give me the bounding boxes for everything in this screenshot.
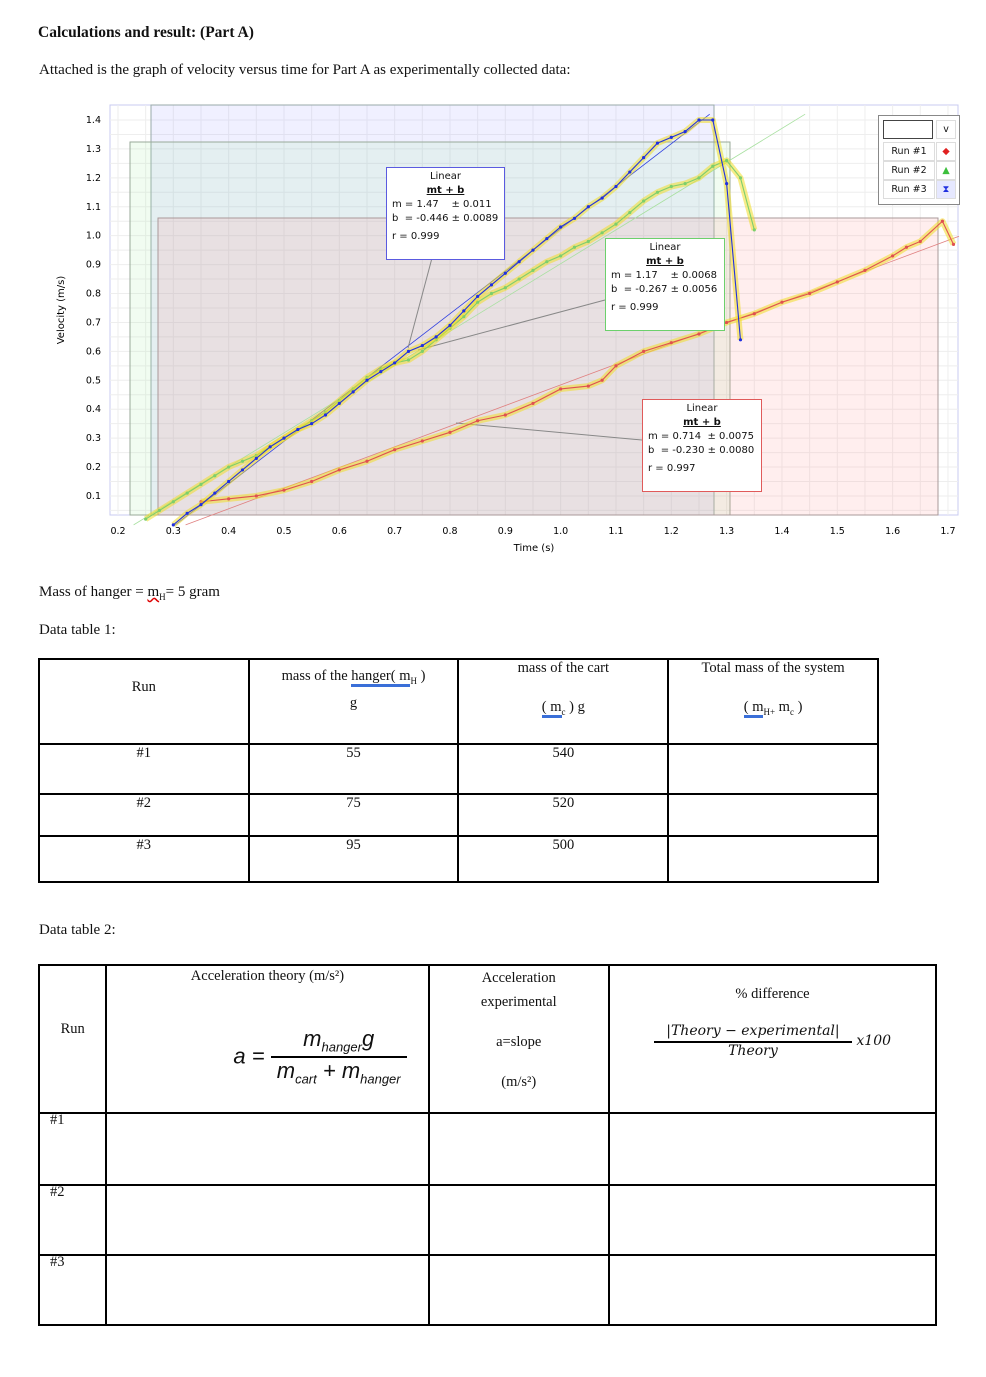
legend-empty-cell bbox=[883, 120, 933, 139]
y-tick-label: 0.9 bbox=[85, 259, 101, 271]
velocity-time-chart bbox=[0, 95, 986, 565]
hanger-symbol: m bbox=[147, 584, 160, 600]
x-tick-label: 0.4 bbox=[221, 526, 237, 537]
data-point bbox=[642, 199, 645, 202]
data-point bbox=[573, 217, 576, 220]
y-tick-label: 1.1 bbox=[85, 201, 101, 213]
data-point bbox=[559, 225, 562, 228]
fit-equation: mt + b bbox=[683, 417, 721, 428]
table-row: #2 bbox=[39, 1185, 936, 1255]
data-point bbox=[725, 182, 728, 185]
intro-text: Attached is the graph of velocity versus time for Part A as experimentally collected data: bbox=[39, 62, 571, 78]
data-point bbox=[282, 489, 285, 492]
header-run: Run bbox=[39, 965, 106, 1113]
data-point bbox=[725, 321, 728, 324]
data-point bbox=[559, 254, 562, 257]
data-point bbox=[213, 491, 216, 494]
triangle-icon: ▲ bbox=[936, 161, 956, 180]
data-table-2 bbox=[38, 964, 937, 1326]
data-point bbox=[628, 170, 631, 173]
fit-r: r = 0.999 bbox=[392, 231, 440, 242]
y-tick-label: 0.6 bbox=[85, 346, 101, 358]
x-tick-label: 0.3 bbox=[165, 526, 181, 537]
fit-slope: m = 1.17 ± 0.0068 bbox=[611, 270, 718, 281]
x-tick-label: 1.3 bbox=[719, 526, 735, 537]
fit-intercept: b = -0.230 ± 0.0080 bbox=[648, 445, 755, 456]
data-point bbox=[504, 413, 507, 416]
data-point bbox=[255, 457, 258, 460]
data-point bbox=[711, 118, 714, 121]
data-point bbox=[213, 474, 216, 477]
y-tick-label: 1.0 bbox=[85, 230, 101, 242]
table2-title: Data table 2: bbox=[39, 922, 116, 938]
fit-title: Linear bbox=[649, 242, 681, 253]
table-row: #3 bbox=[39, 1255, 936, 1325]
data-point bbox=[614, 364, 617, 367]
x-tick-label: 1.0 bbox=[553, 526, 569, 537]
header-percent-difference: % difference $\frac{\text{|Theory − experimental|}}{\text{Theory}}$ x100 bbox=[609, 965, 936, 1113]
data-point bbox=[628, 211, 631, 214]
data-point bbox=[407, 350, 410, 353]
data-point bbox=[545, 260, 548, 263]
data-point bbox=[462, 309, 465, 312]
header-run: Run bbox=[39, 659, 249, 744]
data-point bbox=[421, 350, 424, 353]
hourglass-icon: ⧗ bbox=[936, 180, 956, 199]
section-heading: Calculations and result: (Part A) bbox=[38, 24, 254, 41]
data-point bbox=[158, 509, 161, 512]
data-point bbox=[725, 159, 728, 162]
data-point bbox=[241, 460, 244, 463]
data-point bbox=[836, 280, 839, 283]
data-point bbox=[905, 246, 908, 249]
data-point bbox=[227, 480, 230, 483]
data-point bbox=[172, 523, 175, 526]
data-point bbox=[753, 312, 756, 315]
data-point bbox=[310, 480, 313, 483]
table-row: #2 75 520 bbox=[39, 794, 878, 836]
data-point bbox=[199, 503, 202, 506]
data-point bbox=[296, 428, 299, 431]
y-tick-label: 0.4 bbox=[85, 404, 101, 416]
data-point bbox=[269, 445, 272, 448]
data-point bbox=[614, 185, 617, 188]
fit-box-run1 bbox=[642, 399, 762, 492]
data-point bbox=[172, 500, 175, 503]
x-tick-label: 0.9 bbox=[497, 526, 513, 537]
y-axis-label: Velocity (m/s) bbox=[56, 275, 67, 345]
x-tick-label: 1.2 bbox=[663, 526, 679, 537]
legend-item-run2[interactable]: Run #2 ▲ bbox=[883, 161, 955, 179]
data-point bbox=[739, 176, 742, 179]
data-point bbox=[919, 240, 922, 243]
data-point bbox=[365, 379, 368, 382]
data-point bbox=[421, 344, 424, 347]
header-cart-mass: mass of the cart ( $m_c$ ) g bbox=[458, 659, 668, 744]
data-point bbox=[365, 460, 368, 463]
data-point bbox=[697, 118, 700, 121]
data-point bbox=[504, 272, 507, 275]
data-point bbox=[407, 358, 410, 361]
data-point bbox=[891, 254, 894, 257]
data-point bbox=[587, 384, 590, 387]
data-point bbox=[490, 292, 493, 295]
x-tick-label: 1.7 bbox=[940, 526, 956, 537]
data-point bbox=[753, 228, 756, 231]
data-point bbox=[941, 220, 944, 223]
data-point bbox=[863, 269, 866, 272]
data-point bbox=[670, 185, 673, 188]
data-point bbox=[656, 142, 659, 145]
data-point bbox=[711, 165, 714, 168]
data-point bbox=[670, 136, 673, 139]
data-point bbox=[780, 301, 783, 304]
data-point bbox=[601, 379, 604, 382]
data-point bbox=[186, 491, 189, 494]
data-point bbox=[559, 387, 562, 390]
y-tick-label: 1.4 bbox=[85, 115, 101, 126]
data-point bbox=[656, 191, 659, 194]
data-point bbox=[587, 240, 590, 243]
table1-title: Data table 1: bbox=[39, 622, 116, 638]
data-point bbox=[642, 350, 645, 353]
data-point bbox=[448, 324, 451, 327]
data-point bbox=[504, 286, 507, 289]
fit-intercept: b = -0.267 ± 0.0056 bbox=[611, 284, 718, 295]
y-tick-label: 1.3 bbox=[85, 143, 101, 155]
data-point bbox=[352, 390, 355, 393]
data-point bbox=[697, 332, 700, 335]
y-tick-label: 1.2 bbox=[85, 172, 101, 184]
y-tick-label: 0.8 bbox=[85, 288, 101, 300]
legend-column-header: v bbox=[936, 120, 956, 139]
data-point bbox=[697, 176, 700, 179]
hanger-mass-text: Mass of hanger = $m_H= 5$ gram bbox=[39, 584, 220, 602]
fit-intercept: b = -0.446 ± 0.0089 bbox=[392, 213, 499, 224]
data-point bbox=[144, 517, 147, 520]
data-point bbox=[531, 269, 534, 272]
theory-formula: a = $\frac{m_{hanger}g}{m_{cart} + m_{hanger}}$ bbox=[233, 1026, 406, 1087]
data-point bbox=[393, 448, 396, 451]
header-total-mass: Total mass of the system ( $m_{H+}$ $m_c$ ) bbox=[668, 659, 878, 744]
data-point bbox=[952, 243, 955, 246]
fit-box-run2 bbox=[605, 238, 725, 331]
y-tick-label: 0.2 bbox=[85, 462, 101, 474]
legend-item-run3[interactable]: Run #3 ⧗ bbox=[883, 180, 955, 198]
y-tick-label: 0.5 bbox=[85, 375, 101, 387]
x-tick-label: 0.2 bbox=[110, 526, 126, 537]
fit-slope: m = 0.714 ± 0.0075 bbox=[648, 431, 755, 442]
header-acceleration-experimental: Acceleration experimental a=slope (m/s²) bbox=[429, 965, 609, 1113]
data-point bbox=[684, 182, 687, 185]
x-tick-label: 0.7 bbox=[387, 526, 403, 537]
data-point bbox=[435, 335, 438, 338]
x-tick-label: 1.5 bbox=[829, 526, 845, 537]
x-tick-label: 0.8 bbox=[442, 526, 458, 537]
fit-r: r = 0.999 bbox=[611, 302, 659, 313]
data-point bbox=[601, 196, 604, 199]
data-point bbox=[199, 483, 202, 486]
table-row: #1 55 540 bbox=[39, 744, 878, 794]
x-tick-label: 1.1 bbox=[608, 526, 624, 537]
fit-equation: mt + b bbox=[646, 256, 684, 267]
data-point bbox=[739, 338, 742, 341]
fit-title: Linear bbox=[686, 403, 718, 414]
data-table-1 bbox=[38, 658, 879, 883]
data-point bbox=[614, 223, 617, 226]
fit-slope: m = 1.47 ± 0.011 bbox=[392, 199, 492, 210]
x-axis-label: Time (s) bbox=[513, 543, 555, 554]
x-tick-label: 1.6 bbox=[885, 526, 901, 537]
table-row: #3 95 500 bbox=[39, 836, 878, 882]
data-point bbox=[684, 130, 687, 133]
data-point bbox=[531, 402, 534, 405]
y-tick-label: 0.3 bbox=[85, 433, 101, 445]
table-header-row bbox=[39, 965, 936, 1113]
data-point bbox=[670, 341, 673, 344]
x-tick-label: 1.4 bbox=[774, 526, 790, 537]
header-hanger-mass: mass of the hanger( $m_H$ ) g bbox=[249, 659, 459, 744]
data-point bbox=[421, 439, 424, 442]
data-point bbox=[476, 419, 479, 422]
data-point bbox=[255, 494, 258, 497]
x-tick-label: 0.6 bbox=[331, 526, 347, 537]
data-point bbox=[642, 156, 645, 159]
chart-legend bbox=[878, 115, 960, 205]
data-point bbox=[808, 292, 811, 295]
x-tick-label: 0.5 bbox=[276, 526, 292, 537]
data-point bbox=[476, 295, 479, 298]
legend-item-run1[interactable]: Run #1 ◆ bbox=[883, 142, 955, 160]
data-point bbox=[227, 497, 230, 500]
header-acceleration-theory: Acceleration theory (m/s²) a = $\frac{m_{hanger}g}{m_{cart} + m_{hanger}}$ bbox=[106, 965, 428, 1113]
data-point bbox=[324, 413, 327, 416]
data-point bbox=[587, 205, 590, 208]
data-point bbox=[338, 402, 341, 405]
data-point bbox=[518, 260, 521, 263]
table-row: #1 bbox=[39, 1113, 936, 1185]
data-point bbox=[531, 249, 534, 252]
data-point bbox=[241, 468, 244, 471]
data-point bbox=[545, 237, 548, 240]
y-tick-label: 0.1 bbox=[85, 490, 101, 502]
data-point bbox=[282, 437, 285, 440]
data-point bbox=[601, 231, 604, 234]
data-point bbox=[379, 370, 382, 373]
data-point bbox=[338, 468, 341, 471]
data-point bbox=[186, 512, 189, 515]
data-point bbox=[310, 422, 313, 425]
fit-equation: mt + b bbox=[426, 185, 465, 196]
fit-title: Linear bbox=[429, 171, 462, 182]
data-point bbox=[490, 283, 493, 286]
data-point bbox=[518, 277, 521, 280]
data-point bbox=[393, 361, 396, 364]
y-tick-label: 0.7 bbox=[85, 317, 101, 329]
fit-box-run3 bbox=[386, 167, 505, 260]
data-point bbox=[573, 246, 576, 249]
table-header-row bbox=[39, 659, 878, 744]
data-point bbox=[448, 431, 451, 434]
data-point bbox=[227, 465, 230, 468]
fit-r: r = 0.997 bbox=[648, 463, 696, 474]
diamond-icon: ◆ bbox=[936, 142, 956, 161]
